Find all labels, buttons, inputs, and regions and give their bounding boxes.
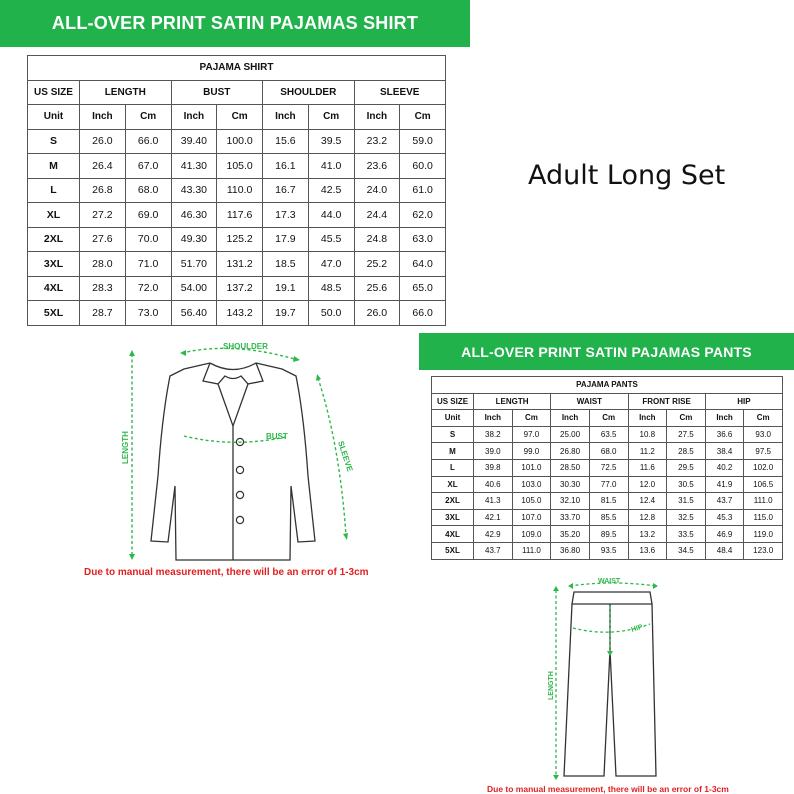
value-cell: 12.4 <box>628 493 667 510</box>
value-cell: 40.2 <box>705 459 744 476</box>
value-cell: 46.9 <box>705 526 744 543</box>
value-cell: 28.7 <box>80 301 126 326</box>
units-row <box>432 410 783 427</box>
column-header: SHOULDER <box>263 80 355 105</box>
table-row <box>432 459 783 476</box>
value-cell: 70.0 <box>125 227 171 252</box>
value-cell: 30.30 <box>551 476 590 493</box>
value-cell: 33.70 <box>551 509 590 526</box>
size-cell: M <box>28 154 80 179</box>
column-header: SLEEVE <box>354 80 446 105</box>
value-cell: 109.0 <box>512 526 551 543</box>
unit-header: Inch <box>80 105 126 130</box>
value-cell: 54.00 <box>171 276 217 301</box>
unit-header: Cm <box>308 105 354 130</box>
value-cell: 11.6 <box>628 459 667 476</box>
table-row <box>28 203 446 228</box>
value-cell: 43.7 <box>705 493 744 510</box>
value-cell: 17.3 <box>263 203 309 228</box>
value-cell: 31.5 <box>667 493 706 510</box>
value-cell: 66.0 <box>125 129 171 154</box>
size-cell: M <box>432 443 474 460</box>
value-cell: 39.0 <box>474 443 513 460</box>
value-cell: 24.8 <box>354 227 400 252</box>
value-cell: 25.00 <box>551 426 590 443</box>
value-cell: 137.2 <box>217 276 263 301</box>
value-cell: 42.1 <box>474 509 513 526</box>
size-cell: L <box>432 459 474 476</box>
size-cell: 5XL <box>432 542 474 559</box>
hip-label: HIP <box>630 623 644 634</box>
shoulder-label: SHOULDER <box>223 342 268 351</box>
value-cell: 63.0 <box>400 227 446 252</box>
value-cell: 48.4 <box>705 542 744 559</box>
value-cell: 27.2 <box>80 203 126 228</box>
value-cell: 26.8 <box>80 178 126 203</box>
unit-header: Cm <box>512 410 551 427</box>
pants-length-label: LENGTH <box>548 671 555 700</box>
column-header: US SIZE <box>28 80 80 105</box>
column-header: HIP <box>705 393 782 410</box>
value-cell: 28.3 <box>80 276 126 301</box>
value-cell: 35.20 <box>551 526 590 543</box>
set-type-label: Adult Long Set <box>528 160 726 191</box>
value-cell: 13.2 <box>628 526 667 543</box>
value-cell: 61.0 <box>400 178 446 203</box>
value-cell: 97.0 <box>512 426 551 443</box>
value-cell: 105.0 <box>512 493 551 510</box>
value-cell: 24.0 <box>354 178 400 203</box>
size-cell: 3XL <box>432 509 474 526</box>
value-cell: 25.2 <box>354 252 400 277</box>
value-cell: 39.8 <box>474 459 513 476</box>
value-cell: 38.2 <box>474 426 513 443</box>
value-cell: 28.50 <box>551 459 590 476</box>
value-cell: 36.6 <box>705 426 744 443</box>
value-cell: 26.0 <box>354 301 400 326</box>
column-header: LENGTH <box>80 80 172 105</box>
value-cell: 56.40 <box>171 301 217 326</box>
value-cell: 105.0 <box>217 154 263 179</box>
value-cell: 85.5 <box>589 509 628 526</box>
value-cell: 23.6 <box>354 154 400 179</box>
table-row <box>28 227 446 252</box>
table-row <box>28 129 446 154</box>
value-cell: 68.0 <box>589 443 628 460</box>
value-cell: 106.5 <box>744 476 783 493</box>
unit-header: Inch <box>551 410 590 427</box>
value-cell: 40.6 <box>474 476 513 493</box>
value-cell: 45.5 <box>308 227 354 252</box>
shirt-buttons-icon <box>236 438 243 523</box>
value-cell: 42.9 <box>474 526 513 543</box>
value-cell: 41.0 <box>308 154 354 179</box>
value-cell: 15.6 <box>263 129 309 154</box>
value-cell: 110.0 <box>217 178 263 203</box>
unit-header: Inch <box>705 410 744 427</box>
value-cell: 50.0 <box>308 301 354 326</box>
column-header: US SIZE <box>432 393 474 410</box>
pants-size-table <box>431 376 783 560</box>
value-cell: 39.40 <box>171 129 217 154</box>
size-cell: 3XL <box>28 252 80 277</box>
value-cell: 131.2 <box>217 252 263 277</box>
table-row <box>432 443 783 460</box>
value-cell: 13.6 <box>628 542 667 559</box>
value-cell: 48.5 <box>308 276 354 301</box>
value-cell: 36.80 <box>551 542 590 559</box>
value-cell: 19.1 <box>263 276 309 301</box>
value-cell: 111.0 <box>744 493 783 510</box>
pants-banner: ALL-OVER PRINT SATIN PAJAMAS PANTS <box>419 333 794 370</box>
value-cell: 117.6 <box>217 203 263 228</box>
value-cell: 69.0 <box>125 203 171 228</box>
unit-header: Inch <box>171 105 217 130</box>
value-cell: 77.0 <box>589 476 628 493</box>
value-cell: 43.7 <box>474 542 513 559</box>
unit-header: Unit <box>432 410 474 427</box>
value-cell: 60.0 <box>400 154 446 179</box>
unit-header: Cm <box>667 410 706 427</box>
value-cell: 17.9 <box>263 227 309 252</box>
unit-header: Cm <box>400 105 446 130</box>
value-cell: 28.0 <box>80 252 126 277</box>
value-cell: 66.0 <box>400 301 446 326</box>
sleeve-label: SLEEVE <box>336 439 355 473</box>
table-row <box>28 301 446 326</box>
value-cell: 16.1 <box>263 154 309 179</box>
size-cell: 2XL <box>432 493 474 510</box>
pants-measurement-note: Due to manual measurement, there will be an error of 1-3cm <box>487 784 729 794</box>
unit-header: Cm <box>125 105 171 130</box>
value-cell: 26.0 <box>80 129 126 154</box>
value-cell: 27.6 <box>80 227 126 252</box>
value-cell: 62.0 <box>400 203 446 228</box>
value-cell: 51.70 <box>171 252 217 277</box>
size-cell: L <box>28 178 80 203</box>
value-cell: 46.30 <box>171 203 217 228</box>
value-cell: 38.4 <box>705 443 744 460</box>
value-cell: 18.5 <box>263 252 309 277</box>
value-cell: 42.5 <box>308 178 354 203</box>
value-cell: 102.0 <box>744 459 783 476</box>
value-cell: 103.0 <box>512 476 551 493</box>
value-cell: 24.4 <box>354 203 400 228</box>
value-cell: 16.7 <box>263 178 309 203</box>
value-cell: 59.0 <box>400 129 446 154</box>
value-cell: 123.0 <box>744 542 783 559</box>
table-row <box>432 493 783 510</box>
value-cell: 64.0 <box>400 252 446 277</box>
size-cell: 5XL <box>28 301 80 326</box>
value-cell: 41.3 <box>474 493 513 510</box>
value-cell: 93.5 <box>589 542 628 559</box>
value-cell: 143.2 <box>217 301 263 326</box>
value-cell: 107.0 <box>512 509 551 526</box>
column-header: LENGTH <box>474 393 551 410</box>
value-cell: 28.5 <box>667 443 706 460</box>
table-row <box>28 276 446 301</box>
waist-label: WAIST <box>598 578 621 585</box>
unit-header: Unit <box>28 105 80 130</box>
value-cell: 30.5 <box>667 476 706 493</box>
bust-label: BUST <box>266 432 288 441</box>
value-cell: 23.2 <box>354 129 400 154</box>
units-row <box>28 105 446 130</box>
value-cell: 45.3 <box>705 509 744 526</box>
table-row <box>432 542 783 559</box>
value-cell: 99.0 <box>512 443 551 460</box>
shirt-outline-icon <box>151 363 315 560</box>
value-cell: 73.0 <box>125 301 171 326</box>
size-cell: S <box>28 129 80 154</box>
unit-header: Inch <box>354 105 400 130</box>
value-cell: 100.0 <box>217 129 263 154</box>
size-cell: 4XL <box>28 276 80 301</box>
table-row <box>432 509 783 526</box>
pants-diagram <box>540 576 670 784</box>
value-cell: 26.4 <box>80 154 126 179</box>
value-cell: 41.30 <box>171 154 217 179</box>
value-cell: 65.0 <box>400 276 446 301</box>
value-cell: 71.0 <box>125 252 171 277</box>
unit-header: Cm <box>217 105 263 130</box>
shirt-diagram <box>118 336 358 566</box>
unit-header: Cm <box>589 410 628 427</box>
unit-header: Inch <box>474 410 513 427</box>
size-cell: XL <box>28 203 80 228</box>
table-title: PAJAMA PANTS <box>432 377 783 394</box>
value-cell: 47.0 <box>308 252 354 277</box>
value-cell: 68.0 <box>125 178 171 203</box>
table-row <box>28 252 446 277</box>
value-cell: 101.0 <box>512 459 551 476</box>
value-cell: 11.2 <box>628 443 667 460</box>
shirt-measurement-note: Due to manual measurement, there will be an error of 1-3cm <box>84 567 369 578</box>
value-cell: 12.8 <box>628 509 667 526</box>
value-cell: 63.5 <box>589 426 628 443</box>
value-cell: 111.0 <box>512 542 551 559</box>
value-cell: 34.5 <box>667 542 706 559</box>
table-row <box>432 476 783 493</box>
table-row <box>28 154 446 179</box>
unit-header: Inch <box>628 410 667 427</box>
value-cell: 27.5 <box>667 426 706 443</box>
value-cell: 33.5 <box>667 526 706 543</box>
table-row <box>432 526 783 543</box>
value-cell: 67.0 <box>125 154 171 179</box>
size-cell: 2XL <box>28 227 80 252</box>
unit-header: Cm <box>744 410 783 427</box>
value-cell: 97.5 <box>744 443 783 460</box>
value-cell: 10.8 <box>628 426 667 443</box>
value-cell: 19.7 <box>263 301 309 326</box>
value-cell: 125.2 <box>217 227 263 252</box>
table-row <box>432 426 783 443</box>
value-cell: 119.0 <box>744 526 783 543</box>
value-cell: 72.5 <box>589 459 628 476</box>
unit-header: Inch <box>263 105 309 130</box>
value-cell: 81.5 <box>589 493 628 510</box>
value-cell: 115.0 <box>744 509 783 526</box>
value-cell: 93.0 <box>744 426 783 443</box>
value-cell: 39.5 <box>308 129 354 154</box>
value-cell: 89.5 <box>589 526 628 543</box>
value-cell: 25.6 <box>354 276 400 301</box>
value-cell: 32.10 <box>551 493 590 510</box>
value-cell: 26.80 <box>551 443 590 460</box>
size-cell: XL <box>432 476 474 493</box>
value-cell: 49.30 <box>171 227 217 252</box>
value-cell: 43.30 <box>171 178 217 203</box>
value-cell: 12.0 <box>628 476 667 493</box>
value-cell: 29.5 <box>667 459 706 476</box>
table-title: PAJAMA SHIRT <box>28 56 446 81</box>
column-header: FRONT RISE <box>628 393 705 410</box>
column-header: BUST <box>171 80 263 105</box>
shirt-banner: ALL-OVER PRINT SATIN PAJAMAS SHIRT <box>0 0 470 47</box>
value-cell: 72.0 <box>125 276 171 301</box>
shirt-size-table <box>27 55 446 326</box>
table-row <box>28 178 446 203</box>
size-cell: 4XL <box>432 526 474 543</box>
value-cell: 32.5 <box>667 509 706 526</box>
column-header: WAIST <box>551 393 628 410</box>
value-cell: 44.0 <box>308 203 354 228</box>
value-cell: 41.9 <box>705 476 744 493</box>
length-label: LENGTH <box>121 431 130 464</box>
size-cell: S <box>432 426 474 443</box>
